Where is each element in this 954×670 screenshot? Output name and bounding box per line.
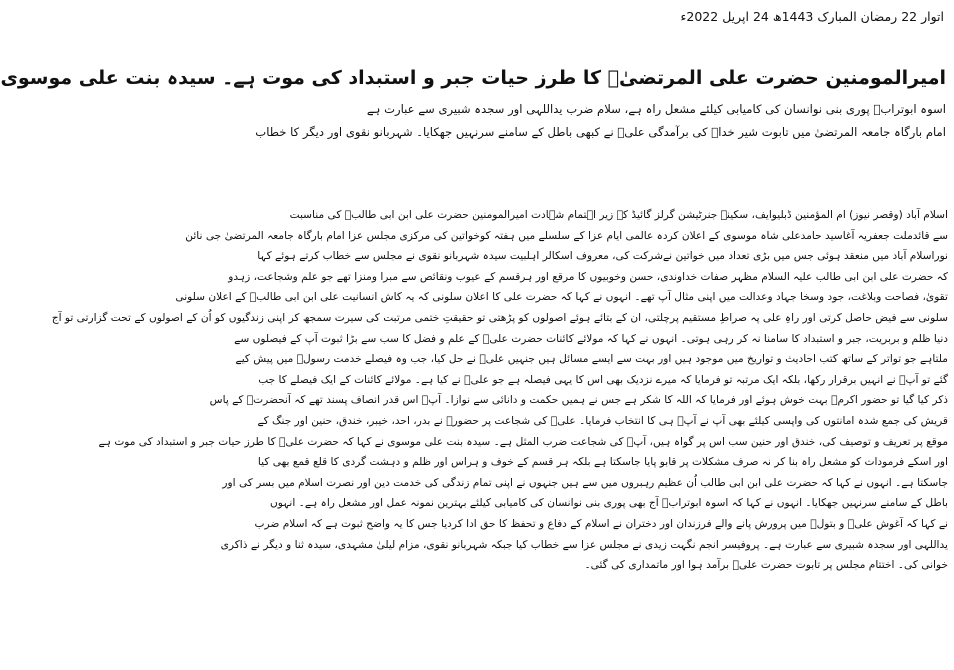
body-line: ذکر کیا گیا تو حضور اکرمؐ بہت خوش ہوئے اور فرمایا کہ اللہ کا شکر ہے جس نے ہمیں حکمت و دانائی سے نوازا۔ آپؑ اس قدر انصاف پسند تھے کہ آنحضرتؐ کے پاس: [209, 394, 948, 407]
body-line: جاسکتا ہے۔ انہوں نے کہا کہ حضرت علی ابن ابی طالب اُن عظیم رہبروں میں سے ہیں جنہوں نے اپنی تمام زندگی کی خدمت دین اور نصرت اسلام میں بسر کی اور: [222, 476, 948, 489]
body-line: یداللہی اور سجدہ شبیری سے عبارت ہے۔ پروفیسر انجم نگہت زیدی نے مجلس عزا سے خطاب کیا جبکہ شہربانو نقوی، مزام لیلیٰ مشہدی، سیدہ ثنا و دیگر نے ذاکری: [220, 538, 948, 551]
subhead-1: اسوہ ابوترابؓ پوری بنی نوانسان کی کامیابی کیلئے مشعل راہ ہے، سلام ضرب یداللہی اور سجدہ شبیری سے عبارت ہے: [366, 102, 946, 116]
body-line: موقع پر تعریف و توصیف کی، خندق اور حنین سب اس پر گواہ ہیں، آپؑ کی شجاعت ضرب المثل ہے۔ سیدہ بنت علی موسوی نے کہا کہ حضرت علیؑ کا طرز حیات جبر و استبداد کی موت ہے: [98, 435, 948, 448]
body-line: باطل کے سامنے سرنہیں جھکایا۔ انہوں نے کہا کہ اسوہ ابوترابؓ آج بھی پوری بنی نوانسان کی کامیابی کیلئے بہترین نمونہ عمل اور مشعل راہ ہے۔ انہوں: [269, 497, 948, 510]
body-line: ملتاہے جو تواتر کے ساتھ کتب احادیث و تواریخ میں موجود ہیں اور بہت سے ایسے مسائل ہیں جنہیں علیؑ نے حل کیا، جب وہ فیصلے خدمت رسولؐ میں پیش کیے: [235, 353, 948, 366]
dateline: اتوار 22 رمضان المبارک 1443ھ 24 اپریل 2022ء: [680, 9, 944, 24]
subhead-2: امام بارگاہ جامعہ المرتضیٰ میں تابوت شیر خداؓ کی برآمدگی علیؓ نے کبھی باطل کے سامنے سرنہیں جھکایا۔ شہربانو نقوی اور دیگر کا خطاب: [255, 125, 946, 139]
body-line: خوانی کی۔ اختتام مجلس پر تابوت حضرت علیؑ برآمد ہوا اور ماتمداری کی گئی۔: [584, 559, 948, 572]
body-line: سلونی سے فیض حاصل کرتی اور راہِ علی پہ صراطِ مستقیم پرچلتی، ان کے بتائے ہوئے اصولوں کو پڑھتی تو حقیقتِ ختمی مرتبت کی سیرت سمجھ کر اپنی زندگیوں کو اُن کے اصولوں کے تحت گزارتی تو آج: [51, 311, 948, 324]
body-line: سے قائدملت جعفریہ آغاسید حامدعلی شاہ موسوی کے اعلان کردہ عالمی ایام عزا کے سلسلے میں ہفتہ کوخواتین کی مرکزی مجلس عزا امام بارگاہ جامعہ المرتضیٰ جی نائن: [185, 229, 948, 242]
headline: امیرالمومنین حضرت علی المرتضیٰؓ کا طرز حیات جبر و استبداد کی موت ہے۔ سیدہ بنت علی موسوی: [0, 67, 946, 89]
body-line: دنیا ظلم و بربریت، جبر و استبداد کا سامنا نہ کر رہی ہوتی۔ انہوں نے کہا کہ مولائے کائنات حضرت علیؑ کے علم و فضل کا سب سے بڑا ثبوت آپ کے فیصلوں سے: [234, 332, 948, 345]
body-line: تقویٰ، فصاحت وبلاغت، جود وسخا جہاد وعدالت میں اپنی مثال آپ تھے۔ انہوں نے کہا کہ حضرت علی کا اعلان سلونی کہ یہ کاش انسانیت علی ابن ابی طالبؑ کے اعلان سلونی: [175, 291, 948, 304]
body-line: اور اسکے فرمودات کو مشعل راہ بنا کر نہ صرف مشکلات پر قابو پایا جاسکتا ہے بلکہ ہر قسم کے خوف و ہراس اور ظلم و دہشت گردی کا قلع قمع بھی کیا: [257, 456, 948, 469]
body-line: نوراسلام آباد میں منعقد ہوئی جس میں بڑی تعداد میں خواتین نےشرکت کی، معروف اسکالر اہلبیت سیدہ شہربانو نقوی نے مجلس سے خطاب کرتے ہوئے کہا: [257, 250, 948, 263]
body-line: نے کہا کہ آغوش علیؑ و بتولؑ میں پرورش پانے والے فرزندان اور دختران نے اسلام کے دفاع و تحفظ کا حق ادا کردیا جس کا یہ واضح ثبوت ہے کہ اسلام ضرب: [254, 517, 948, 530]
body-line: گئے تو آپؐ نے انہیں برقرار رکھا، بلکہ ایک مرتبہ تو فرمایا کہ میرے نزدیک بھی اس کا یہی فیصلہ ہے جو علیؑ نے کیا ہے۔ مولائے کائنات کے ایک فیصلے کا جب: [258, 373, 948, 386]
body-line: قریش کی جمع شدہ امانتوں کی واپسی کیلئے بھی آپ نے آپؑ ہی کا انتخاب فرمایا۔ علیؑ کی شجاعت پر حضورؐ نے بدر، احد، خیبر، خندق، حنین اور جنگ کے: [257, 414, 948, 427]
body-line: کہ حضرت علی ابن ابی طالب علیہ السلام مظہر صفات خداوندی، حسن وخوبیوں کا مرقع اور ہرقسم کے عیوب ونقائص سے مبرا ومنزا تھے جو علم وشجاعت، زہدو: [228, 270, 948, 283]
body-line: اسلام آباد (وقصر نیوز) ام المؤمنین ڈبلیوایف، سکینہ جنرٹیشن گرلز گائیڈ کے زیر اہتمام شہادت امیرالمومنین حضرت علی ابن ابی طالبؑ کی مناسبت: [289, 209, 948, 221]
article-body: [51, 205, 948, 665]
